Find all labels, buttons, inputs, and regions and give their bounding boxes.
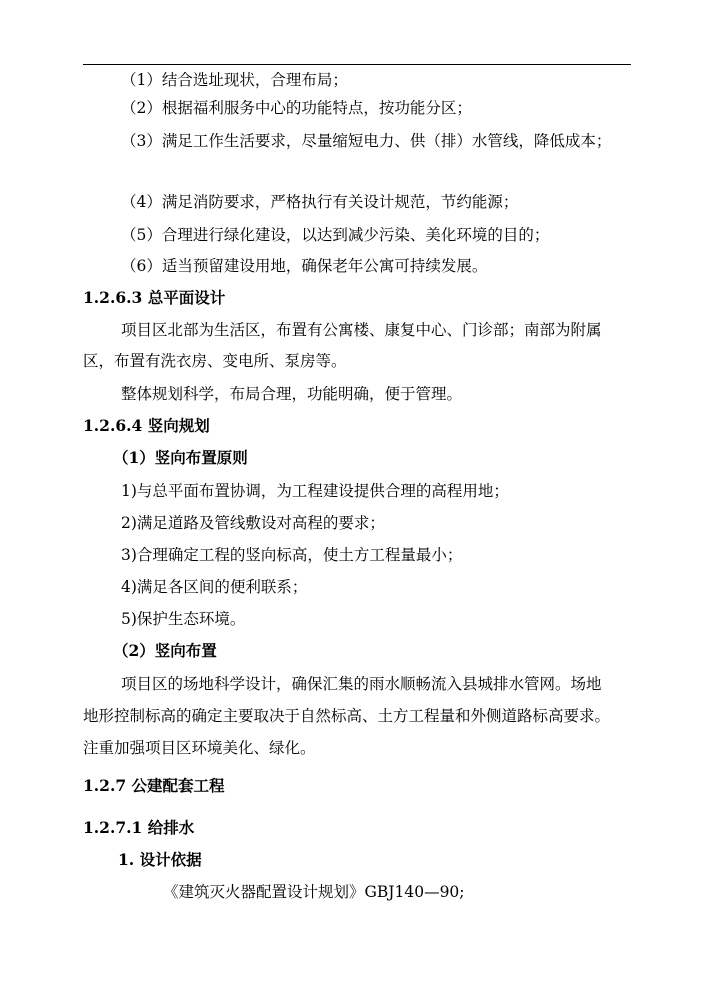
list-item: 5)保护生态环境。 <box>121 610 246 628</box>
paragraph-line: 项目区北部为生活区，布置有公寓楼、康复中心、门诊部；南部为附属 <box>121 321 602 339</box>
subheading-vertical-layout: （2）竖向布置 <box>113 641 217 660</box>
principle-1: （1）结合选址现状，合理布局； <box>121 71 348 89</box>
section-heading-1-2-6-4: 1.2.6.4 竖向规划 <box>83 416 210 435</box>
list-item: 3)合理确定工程的竖向标高，使土方工程量最小； <box>121 546 463 564</box>
paragraph-line: 注重加强项目区环境美化、绿化。 <box>83 739 316 757</box>
paragraph-line: 区，布置有洗衣房、变电所、泵房等。 <box>83 352 347 370</box>
section-heading-1-2-7: 1.2.7 公建配套工程 <box>83 776 225 795</box>
section-heading-1-2-6-3: 1.2.6.3 总平面设计 <box>83 288 226 307</box>
principle-6: （6）适当预留建设用地，确保老年公寓可持续发展。 <box>121 257 488 275</box>
paragraph-line: 地形控制标高的确定主要取决于自然标高、土方工程量和外侧道路标高要求。 <box>83 707 611 725</box>
principle-5: （5）合理进行绿化建设，以达到减少污染、美化环境的目的； <box>121 226 550 244</box>
list-item: 2)满足道路及管线敷设对高程的要求； <box>121 514 385 532</box>
reference-line: 《建筑灭火器配置设计规划》GBJ140—90; <box>163 883 465 901</box>
principle-4: （4）满足消防要求，严格执行有关设计规范，节约能源； <box>121 193 519 211</box>
subheading-design-basis: 1. 设计依据 <box>118 850 202 869</box>
principle-2: （2）根据福利服务中心的功能特点，按功能分区； <box>121 99 472 117</box>
list-item: 4)满足各区间的便利联系； <box>121 578 308 596</box>
principle-3: （3）满足工作生活要求，尽量缩短电力、供（排）水管线，降低成本； <box>121 132 612 150</box>
subheading-vertical-principles: （1）竖向布置原则 <box>113 448 248 467</box>
paragraph-line: 项目区的场地科学设计，确保汇集的雨水顺畅流入县城排水管网。场地 <box>121 675 602 693</box>
paragraph-line: 整体规划科学，布局合理，功能明确，便于管理。 <box>121 385 463 403</box>
list-item: 1)与总平面布置协调，为工程建设提供合理的高程用地； <box>121 482 509 500</box>
header-rule <box>83 64 631 65</box>
section-heading-1-2-7-1: 1.2.7.1 给排水 <box>83 818 195 837</box>
